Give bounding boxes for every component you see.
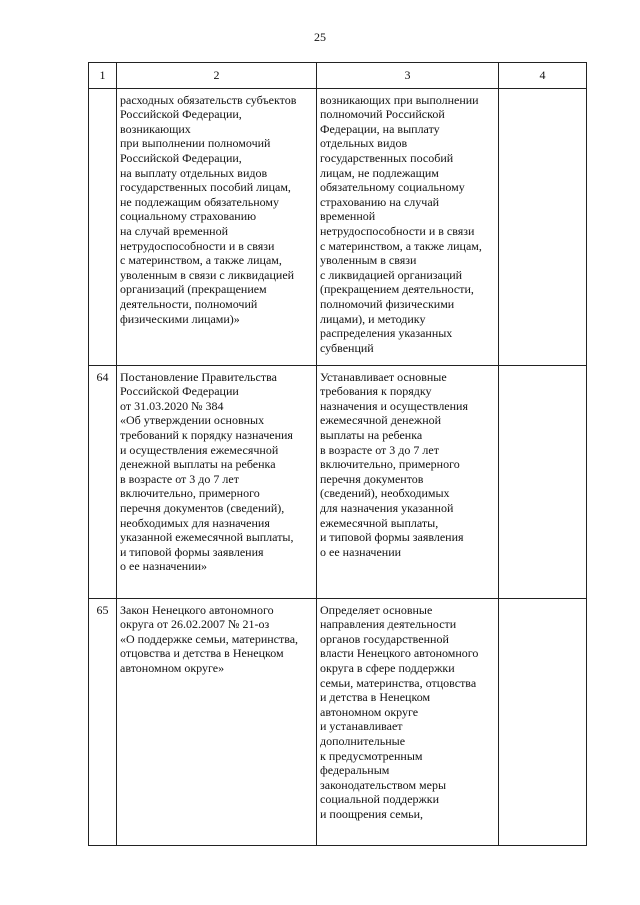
- header-col-4: 4: [499, 63, 587, 89]
- document-table: [88, 62, 587, 846]
- page-number: 25: [314, 30, 326, 44]
- document-title-cell: Закон Ненецкого автономного округа от 26.02.2007 № 21-оз «О поддержке семьи, материнства, отцовства и детства в Ненецком автономном округе»: [117, 598, 317, 845]
- table-row: [89, 365, 587, 598]
- header-col-2: 2: [117, 63, 317, 89]
- header-col-1: 1: [89, 63, 117, 89]
- notes-cell: [499, 598, 587, 845]
- table-header-row: [89, 63, 587, 89]
- notes-cell: [499, 88, 587, 365]
- description-cell: возникающих при выполнении полномочий Российской Федерации, на выплату отдельных видов государственных пособий лицам, не подлежащим обязательному социальному страхованию на случай временной нетрудоспособности и в связи с материнством, а также лицам, уволенным в связи с ликвидацией организаций (прекращением деятельности, полномочий физическими лицами), и методику распределения указанных субвенций: [317, 88, 499, 365]
- document-title-cell: расходных обязательств субъектов Российской Федерации, возникающих при выполнении полномочий Российской Федерации, на выплату отдельных видов государственных пособий лицам, не подлежащим обязательному социальному страхованию на случай временной нетрудоспособности и в связи с материнством, а также лицам, уволенным в связи с ликвидацией организаций (прекращением деятельности, полномочий физическими лицами)»: [117, 88, 317, 365]
- header-col-3: 3: [317, 63, 499, 89]
- document-title-cell: Постановление Правительства Российской Федерации от 31.03.2020 № 384 «Об утверждении основных требований к порядку назначения и осуществления ежемесячной денежной выплаты на ребенка в возрасте от 3 до 7 лет включительно, примерного перечня документов (сведений), необходимых для назначения указанной ежемесячной выплаты, и типовой формы заявления о ее назначении»: [117, 365, 317, 598]
- description-cell: Определяет основные направления деятельности органов государственной власти Ненецкого автономного округа в сфере поддержки семьи, материнства, отцовства и детства в Ненецком автономном округе и устанавливает дополнительные к предусмотренным федеральным законодательством меры социальной поддержки и поощрения семьи,: [317, 598, 499, 845]
- row-number: 64: [89, 365, 117, 598]
- table-row: [89, 88, 587, 365]
- description-cell: Устанавливает основные требования к порядку назначения и осуществления ежемесячной денежной выплаты на ребенка в возрасте от 3 до 7 лет включительно, примерного перечня документов (сведений), необходимых для назначения указанной ежемесячной выплаты, и типовой формы заявления о ее назначении: [317, 365, 499, 598]
- row-number: 65: [89, 598, 117, 845]
- table-row: [89, 598, 587, 845]
- notes-cell: [499, 365, 587, 598]
- row-number: [89, 88, 117, 365]
